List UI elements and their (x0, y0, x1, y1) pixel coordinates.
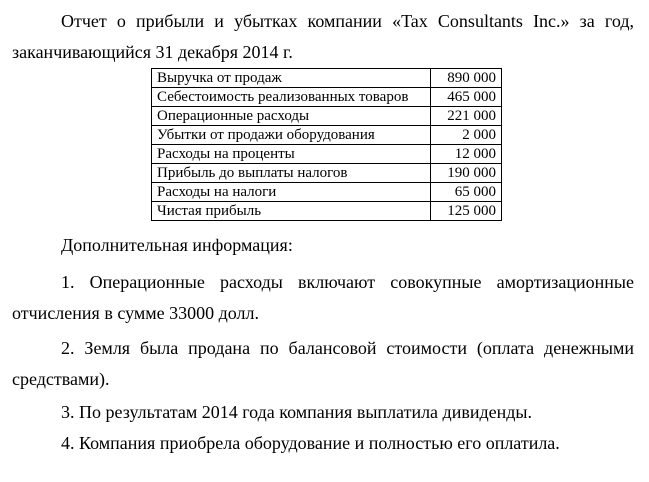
info-item-2-line-1: 2. Земля была продана по балансовой стоимости (оплата денежными (61, 338, 634, 358)
row-label: Чистая прибыль (152, 202, 431, 221)
info-item-2-line-2: средствами). (12, 369, 110, 389)
row-label: Расходы на налоги (152, 183, 431, 202)
row-amount: 65 000 (431, 183, 502, 202)
row-label: Себестоимость реализованных товаров (152, 88, 431, 107)
income-statement-table (151, 68, 502, 221)
table-row (152, 88, 502, 107)
table-row (152, 69, 502, 88)
row-amount: 190 000 (431, 164, 502, 183)
heading-line-2: заканчивающийся 31 декабря 2014 г. (12, 42, 293, 62)
row-label: Убытки от продажи оборудования (152, 126, 431, 145)
heading-line-1: Отчет о прибыли и убытках компании «Tax Consultants Inc.» за год, (61, 11, 634, 31)
statement-heading (12, 6, 634, 68)
row-label: Прибыль до выплаты налогов (152, 164, 431, 183)
table-row (152, 145, 502, 164)
table-row (152, 164, 502, 183)
info-item-3: 3. По результатам 2014 года компания выплатила дивиденды. (61, 402, 532, 422)
info-item-4: 4. Компания приобрела оборудование и полностью его оплатила. (61, 433, 560, 453)
table-row (152, 126, 502, 145)
info-item-2 (12, 333, 634, 395)
row-amount: 890 000 (431, 69, 502, 88)
table-row (152, 107, 502, 126)
row-label: Выручка от продаж (152, 69, 431, 88)
info-item-1-line-1: 1. Операционные расходы включают совокупные амортизационные (61, 272, 634, 292)
row-amount: 465 000 (431, 88, 502, 107)
table-row (152, 202, 502, 221)
row-amount: 221 000 (431, 107, 502, 126)
additional-info-title: Дополнительная информация: (61, 235, 293, 255)
row-amount: 12 000 (431, 145, 502, 164)
info-item-1-line-2: отчисления в сумме 33000 долл. (12, 303, 259, 323)
row-amount: 2 000 (431, 126, 502, 145)
row-label: Расходы на проценты (152, 145, 431, 164)
row-label: Операционные расходы (152, 107, 431, 126)
table-row (152, 183, 502, 202)
info-item-1 (12, 267, 634, 329)
row-amount: 125 000 (431, 202, 502, 221)
